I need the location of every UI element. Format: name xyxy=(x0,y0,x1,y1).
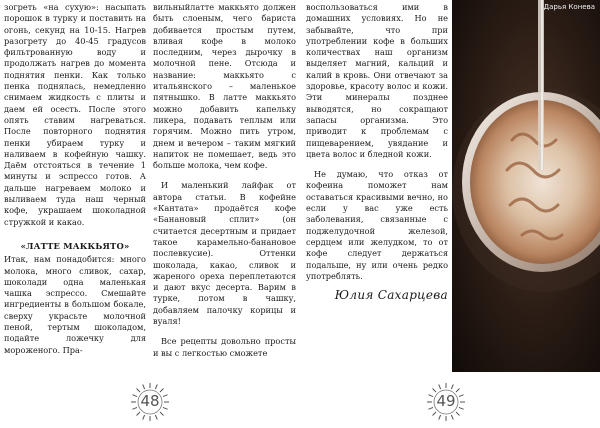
right-page xyxy=(300,0,600,428)
text-column-2 xyxy=(153,2,296,359)
text-column-1 xyxy=(4,2,146,356)
body-paragraph: Итак, нам понадобится: много молока, много сливок, сахар, шоколади одна маленькая чашка эспрессо. Смешайте ингредиенты в большом бокале, сверху украсьте молочной пеной, тертым шоколадом, подайте ложечку для мороженого. Пра- xyxy=(4,254,146,355)
coffee-cup-photo xyxy=(452,0,600,372)
section-heading: «ЛАТТЕ МАККЬЯТО» xyxy=(20,240,130,251)
body-paragraph: Все рецепты довольно просты и вы с легкостью сможете xyxy=(153,336,296,358)
body-paragraph: вильныйлатте маккьято должен быть слоеным, чего бариста добивается простым путем, вливая кофе в молоко последним, через дырочку в молочной пене. Отсюда и название: маккьято с итальянского – маленькое пятнышко. В латте маккьято можно добавить капельку ликера, подавать теплым или горячим. Можно пить утром, днем и вечером – таким мягкий напиток не помешает, ведь это больше молока, чем кофе. xyxy=(153,2,296,171)
body-paragraph: Не думаю, что отказ от кофеина поможет нам оставаться красивыми вечно, но если у вас уже есть заболевания, связанные с поджелудочной железой, сердцем или желудком, то от кофе следует держаться подальше, ну или очень редко употреблять. xyxy=(306,169,448,281)
photo-credit: Дарья Конева xyxy=(543,3,595,11)
page-number-right xyxy=(426,382,466,422)
author-signature: Юлия Сахарцева xyxy=(334,288,448,303)
page-number-text: 49 xyxy=(436,392,456,410)
body-paragraph: И маленький лайфак от автора статьи. В кофейне «Кантата» продаётся кофе «Банановый сплит» (он считается десертным и придает такое карамельно-банановое послевкусие). Оттенки шоколада, какао, сливок и жареного ореха переплетаются и дают вкус десерта. Варим в турке, потом в чашку, добавляем палочку корицы и вуаля! xyxy=(153,180,296,327)
text-column-3 xyxy=(306,2,448,301)
coffee-cup-icon xyxy=(452,0,600,372)
body-paragraph: воспользоваться ими в домашних условиях. Но не забывайте, что при употреблении кофе в больших количествах наш организм выделяет магний, кальций и калий в кровь. Они отвечают за здоровье, красоту волос и кожи. Эти минералы позднее выводятся, но сокращают запасы организма. Это приводит к проблемам с пищеварением, увядание и цвета волос и бледной кожи. xyxy=(306,2,448,159)
page-number-text: 48 xyxy=(140,392,160,410)
body-paragraph: зогреть «на сухую»: насыпать порошок в турку и поставить на огонь, секунд на 10-15. Нагрев разогрету до 40-45 градусов фильтрованную воду и продолжать нагрев до момента поднятия пенки. Как только пенка поднялась, немедленно снимаем жидкость с плиты и даем ей осесть. После этого опять ставим нагреваться. После повторного поднятия пенки убираем турку и наливаем в кофейную чашку. Даём отстояться в течение 1 минуты и эспрессо готов. А дальше нагреваем молоко и выливаем туда наш черный кофе, украшаем шоколадной стружкой и какао. xyxy=(4,2,146,227)
page-number-left xyxy=(130,382,170,422)
